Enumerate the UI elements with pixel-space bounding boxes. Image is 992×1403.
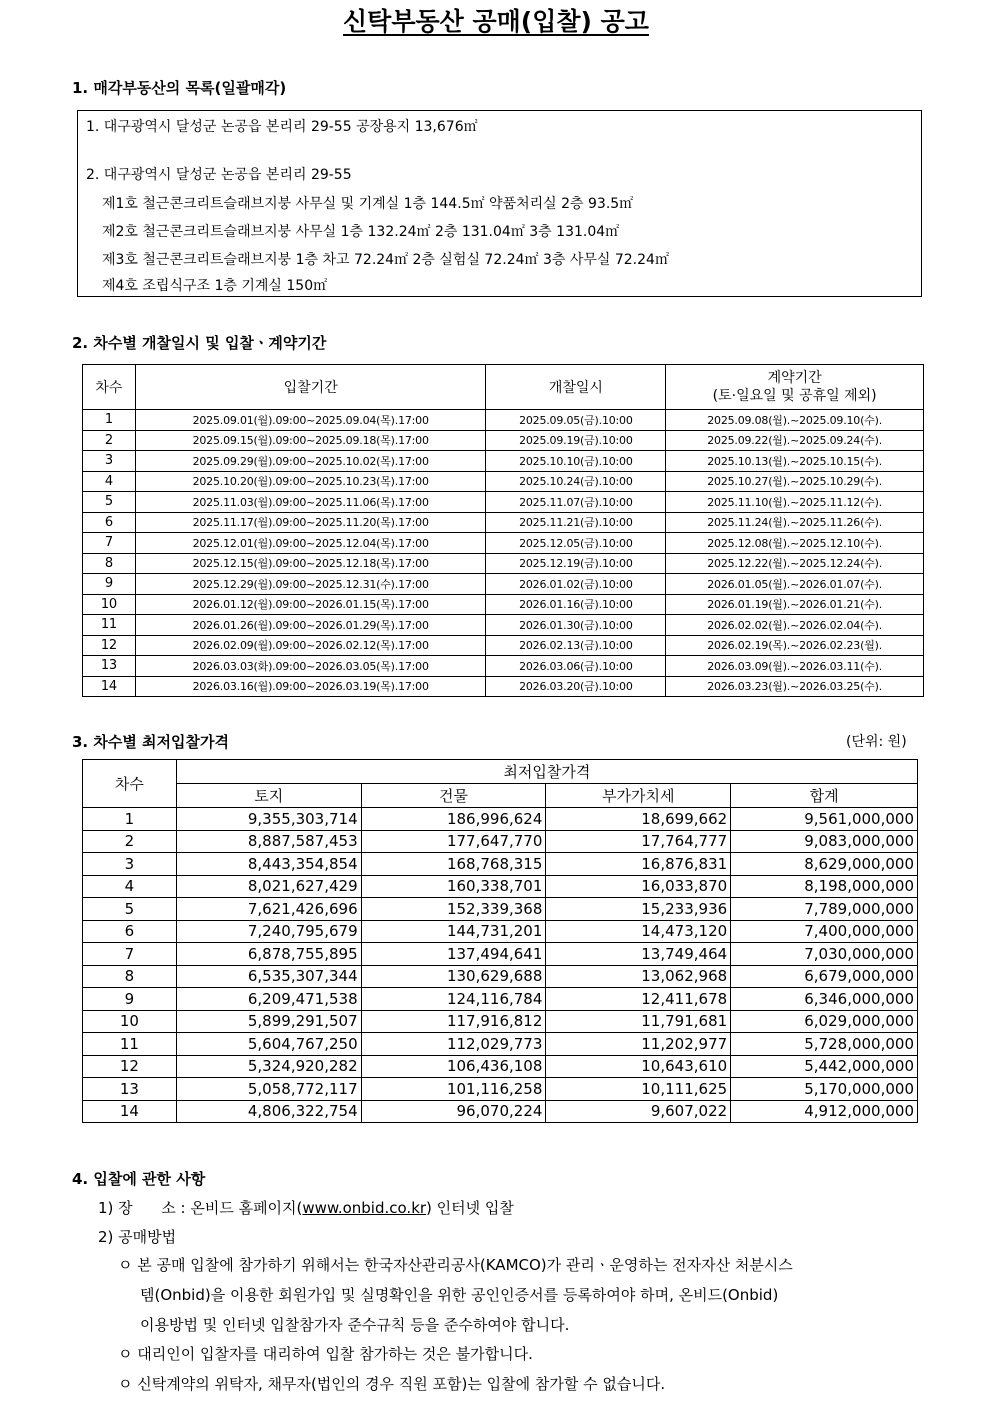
- auction-method-label: 2) 공매방법: [98, 1228, 177, 1246]
- round-cell: 13: [83, 656, 136, 677]
- contract-cell: 2026.01.05(월).~2026.01.07(수).: [666, 574, 924, 595]
- round-cell: 2: [83, 430, 136, 451]
- property-line: 제1호 철근콘크리트슬래브지붕 사무실 및 기계실 1층 144.5㎡ 약품처리실 2층 93.5㎡: [102, 196, 634, 212]
- contract-cell: 2025.11.10(월).~2025.11.12(수).: [666, 492, 924, 513]
- building-cell: 96,070,224: [361, 1100, 546, 1123]
- vat-cell: 18,699,662: [546, 808, 731, 831]
- contract-cell: 2025.11.24(월).~2025.11.26(수).: [666, 512, 924, 533]
- building-cell: 160,338,701: [361, 875, 546, 898]
- price-row: [83, 1055, 918, 1078]
- bid-period-cell: 2025.09.15(월).09:00~2025.09.18(목).17:00: [135, 430, 486, 451]
- schedule-row: [83, 492, 924, 513]
- opening-cell: 2026.01.02(금).10:00: [486, 574, 666, 595]
- header-bid-period: 입찰기간: [135, 365, 486, 410]
- round-cell: 12: [83, 1055, 177, 1078]
- round-cell: 5: [83, 898, 177, 921]
- land-cell: 8,443,354,854: [176, 853, 361, 876]
- round-cell: 7: [83, 533, 136, 554]
- bid-period-cell: 2026.01.12(월).09:00~2026.01.15(목).17:00: [135, 594, 486, 615]
- header-round: 차수: [83, 365, 136, 410]
- price-row: [83, 875, 918, 898]
- header-building: 건물: [361, 784, 546, 808]
- round-cell: 4: [83, 875, 177, 898]
- opening-cell: 2025.10.24(금).10:00: [486, 471, 666, 492]
- building-cell: 130,629,688: [361, 965, 546, 988]
- round-cell: 10: [83, 1010, 177, 1033]
- contract-cell: 2026.02.02(월).~2026.02.04(수).: [666, 615, 924, 636]
- round-cell: 6: [83, 512, 136, 533]
- round-cell: 10: [83, 594, 136, 615]
- schedule-row: [83, 410, 924, 431]
- price-row: [83, 1078, 918, 1101]
- property-line: 제3호 철근콘크리트슬래브지붕 1층 차고 72.24㎡ 2층 실험실 72.24㎡ 3층 사무실 72.24㎡: [102, 252, 669, 268]
- bullet-line: ㅇ 신탁계약의 위탁자, 채무자(법인의 경우 직원 포함)는 입찰에 참가할 수 없습니다.: [118, 1375, 666, 1393]
- price-row: [83, 920, 918, 943]
- land-cell: 5,324,920,282: [176, 1055, 361, 1078]
- land-cell: 7,240,795,679: [176, 920, 361, 943]
- vat-cell: 10,643,610: [546, 1055, 731, 1078]
- price-row: [83, 853, 918, 876]
- schedule-row: [83, 656, 924, 677]
- section1-heading: 1. 매각부동산의 목록(일괄매각): [72, 79, 287, 97]
- round-cell: 3: [83, 853, 177, 876]
- price-row: [83, 988, 918, 1011]
- round-cell: 8: [83, 965, 177, 988]
- contract-cell: 2025.12.22(월).~2025.12.24(수).: [666, 553, 924, 574]
- total-cell: 7,789,000,000: [731, 898, 918, 921]
- total-cell: 9,083,000,000: [731, 830, 918, 853]
- vat-cell: 15,233,936: [546, 898, 731, 921]
- header-contract: [666, 365, 924, 410]
- bid-location-label: 1) 장 소 : 온비드 홈페이지(: [98, 1199, 303, 1217]
- vat-cell: 16,876,831: [546, 853, 731, 876]
- building-cell: 106,436,108: [361, 1055, 546, 1078]
- header-round: 차수: [83, 760, 177, 808]
- bid-period-cell: 2025.12.01(월).09:00~2025.12.04(목).17:00: [135, 533, 486, 554]
- building-cell: 124,116,784: [361, 988, 546, 1011]
- opening-cell: 2025.12.05(금).10:00: [486, 533, 666, 554]
- schedule-row: [83, 635, 924, 656]
- building-cell: 117,916,812: [361, 1010, 546, 1033]
- building-cell: 186,996,624: [361, 808, 546, 831]
- round-cell: 7: [83, 943, 177, 966]
- property-line: 1. 대구광역시 달성군 논공읍 본리리 29-55 공장용지 13,676㎡: [86, 119, 478, 135]
- land-cell: 6,209,471,538: [176, 988, 361, 1011]
- land-cell: 7,621,426,696: [176, 898, 361, 921]
- price-row: [83, 965, 918, 988]
- total-cell: 5,170,000,000: [731, 1078, 918, 1101]
- bullet-line: 이용방법 및 인터넷 입찰참가자 준수규칙 등을 준수하여야 합니다.: [140, 1316, 570, 1334]
- bid-period-cell: 2025.11.17(월).09:00~2025.11.20(목).17:00: [135, 512, 486, 533]
- round-cell: 13: [83, 1078, 177, 1101]
- round-cell: 5: [83, 492, 136, 513]
- total-cell: 6,029,000,000: [731, 1010, 918, 1033]
- opening-cell: 2025.10.10(금).10:00: [486, 451, 666, 472]
- bid-period-cell: 2026.02.09(월).09:00~2026.02.12(목).17:00: [135, 635, 486, 656]
- contract-cell: 2026.02.19(목).~2026.02.23(월).: [666, 635, 924, 656]
- bid-period-cell: 2026.03.16(월).09:00~2026.03.19(목).17:00: [135, 676, 486, 697]
- price-row: [83, 808, 918, 831]
- total-cell: 8,629,000,000: [731, 853, 918, 876]
- round-cell: 1: [83, 410, 136, 431]
- bullet-line: ㅇ 대리인이 입찰자를 대리하여 입찰 참가하는 것은 불가합니다.: [118, 1345, 533, 1363]
- opening-cell: 2026.03.20(금).10:00: [486, 676, 666, 697]
- header-vat: 부가가치세: [546, 784, 731, 808]
- schedule-row: [83, 615, 924, 636]
- bid-period-cell: 2025.12.29(월).09:00~2025.12.31(수).17:00: [135, 574, 486, 595]
- section2-heading: 2. 차수별 개찰일시 및 입찰ㆍ계약기간: [72, 334, 327, 352]
- contract-cell: 2026.03.09(월).~2026.03.11(수).: [666, 656, 924, 677]
- opening-cell: 2025.09.19(금).10:00: [486, 430, 666, 451]
- round-cell: 3: [83, 451, 136, 472]
- round-cell: 12: [83, 635, 136, 656]
- contract-cell: 2025.09.08(월).~2025.09.10(수).: [666, 410, 924, 431]
- contract-cell: 2025.12.08(월).~2025.12.10(수).: [666, 533, 924, 554]
- building-cell: 137,494,641: [361, 943, 546, 966]
- property-line: 제4호 조립식구조 1층 기계실 150㎡: [102, 278, 328, 294]
- total-cell: 6,346,000,000: [731, 988, 918, 1011]
- price-row: [83, 1100, 918, 1123]
- opening-cell: 2025.11.21(금).10:00: [486, 512, 666, 533]
- total-cell: 4,912,000,000: [731, 1100, 918, 1123]
- vat-cell: 14,473,120: [546, 920, 731, 943]
- contract-cell: 2025.10.27(월).~2025.10.29(수).: [666, 471, 924, 492]
- round-cell: 11: [83, 1033, 177, 1056]
- land-cell: 5,899,291,507: [176, 1010, 361, 1033]
- bid-location: [98, 1197, 514, 1218]
- contract-cell: 2026.03.23(월).~2026.03.25(수).: [666, 676, 924, 697]
- round-cell: 11: [83, 615, 136, 636]
- schedule-row: [83, 553, 924, 574]
- section4-heading: 4. 입찰에 관한 사항: [72, 1170, 206, 1188]
- building-cell: 112,029,773: [361, 1033, 546, 1056]
- price-row: [83, 1033, 918, 1056]
- header-opening: 개찰일시: [486, 365, 666, 410]
- contract-cell: 2025.10.13(월).~2025.10.15(수).: [666, 451, 924, 472]
- contract-cell: 2026.01.19(월).~2026.01.21(수).: [666, 594, 924, 615]
- building-cell: 168,768,315: [361, 853, 546, 876]
- land-cell: 9,355,303,714: [176, 808, 361, 831]
- vat-cell: 10,111,625: [546, 1078, 731, 1101]
- land-cell: 4,806,322,754: [176, 1100, 361, 1123]
- price-table: [82, 759, 918, 1123]
- building-cell: 101,116,258: [361, 1078, 546, 1101]
- total-cell: 7,400,000,000: [731, 920, 918, 943]
- schedule-table: [82, 364, 924, 697]
- land-cell: 8,887,587,453: [176, 830, 361, 853]
- opening-cell: 2026.01.30(금).10:00: [486, 615, 666, 636]
- price-row: [83, 830, 918, 853]
- round-cell: 4: [83, 471, 136, 492]
- total-cell: 7,030,000,000: [731, 943, 918, 966]
- page-title: 신탁부동산 공매(입찰) 공고: [343, 7, 649, 36]
- bid-period-cell: 2025.09.01(월).09:00~2025.09.04(목).17:00: [135, 410, 486, 431]
- schedule-row: [83, 512, 924, 533]
- bid-period-cell: 2026.03.03(화).09:00~2026.03.05(목).17:00: [135, 656, 486, 677]
- vat-cell: 13,062,968: [546, 965, 731, 988]
- bid-period-cell: 2025.10.20(월).09:00~2025.10.23(목).17:00: [135, 471, 486, 492]
- bullet-line: 템(Onbid)을 이용한 회원가입 및 실명확인을 위한 공인인증서를 등록하여야 하며, 온비드(Onbid): [140, 1286, 779, 1304]
- property-list-box: [77, 110, 922, 297]
- schedule-row: [83, 471, 924, 492]
- schedule-row: [83, 574, 924, 595]
- onbid-link[interactable]: www.onbid.co.kr: [302, 1199, 427, 1217]
- opening-cell: 2025.11.07(금).10:00: [486, 492, 666, 513]
- total-cell: 5,442,000,000: [731, 1055, 918, 1078]
- unit-label: (단위: 원): [846, 734, 907, 750]
- total-cell: 6,679,000,000: [731, 965, 918, 988]
- land-cell: 5,058,772,117: [176, 1078, 361, 1101]
- land-cell: 6,878,755,895: [176, 943, 361, 966]
- round-cell: 1: [83, 808, 177, 831]
- round-cell: 14: [83, 676, 136, 697]
- land-cell: 5,604,767,250: [176, 1033, 361, 1056]
- total-cell: 9,561,000,000: [731, 808, 918, 831]
- vat-cell: 12,411,678: [546, 988, 731, 1011]
- schedule-row: [83, 676, 924, 697]
- land-cell: 6,535,307,344: [176, 965, 361, 988]
- header-min-price: 최저입찰가격: [176, 760, 917, 784]
- building-cell: 152,339,368: [361, 898, 546, 921]
- opening-cell: 2026.01.16(금).10:00: [486, 594, 666, 615]
- land-cell: 8,021,627,429: [176, 875, 361, 898]
- schedule-row: [83, 451, 924, 472]
- opening-cell: 2025.09.05(금).10:00: [486, 410, 666, 431]
- property-line: 2. 대구광역시 달성군 논공읍 본리리 29-55: [86, 167, 352, 183]
- opening-cell: 2026.03.06(금).10:00: [486, 656, 666, 677]
- vat-cell: 17,764,777: [546, 830, 731, 853]
- round-cell: 9: [83, 988, 177, 1011]
- header-total: 합계: [731, 784, 918, 808]
- vat-cell: 11,791,681: [546, 1010, 731, 1033]
- bid-period-cell: 2025.09.29(월).09:00~2025.10.02(목).17:00: [135, 451, 486, 472]
- schedule-row: [83, 430, 924, 451]
- building-cell: 144,731,201: [361, 920, 546, 943]
- bid-period-cell: 2025.12.15(월).09:00~2025.12.18(목).17:00: [135, 553, 486, 574]
- header-land: 토지: [176, 784, 361, 808]
- round-cell: 2: [83, 830, 177, 853]
- opening-cell: 2025.12.19(금).10:00: [486, 553, 666, 574]
- header-contract-label: 계약기간: [767, 370, 822, 386]
- price-row: [83, 943, 918, 966]
- opening-cell: 2026.02.13(금).10:00: [486, 635, 666, 656]
- price-row: [83, 898, 918, 921]
- section3-heading: 3. 차수별 최저입찰가격: [72, 733, 229, 751]
- bid-location-suffix: ) 인터넷 입찰: [426, 1199, 514, 1217]
- round-cell: 8: [83, 553, 136, 574]
- schedule-row: [83, 594, 924, 615]
- round-cell: 9: [83, 574, 136, 595]
- header-contract-note: (토·일요일 및 공휴일 제외): [712, 388, 877, 404]
- schedule-row: [83, 533, 924, 554]
- bullet-line: ㅇ 본 공매 입찰에 참가하기 위해서는 한국자산관리공사(KAMCO)가 관리ㆍ운영하는 전자자산 처분시스: [118, 1256, 793, 1274]
- total-cell: 8,198,000,000: [731, 875, 918, 898]
- vat-cell: 11,202,977: [546, 1033, 731, 1056]
- bid-period-cell: 2025.11.03(월).09:00~2025.11.06(목).17:00: [135, 492, 486, 513]
- total-cell: 5,728,000,000: [731, 1033, 918, 1056]
- round-cell: 14: [83, 1100, 177, 1123]
- vat-cell: 16,033,870: [546, 875, 731, 898]
- bid-period-cell: 2026.01.26(월).09:00~2026.01.29(목).17:00: [135, 615, 486, 636]
- contract-cell: 2025.09.22(월).~2025.09.24(수).: [666, 430, 924, 451]
- vat-cell: 9,607,022: [546, 1100, 731, 1123]
- vat-cell: 13,749,464: [546, 943, 731, 966]
- building-cell: 177,647,770: [361, 830, 546, 853]
- price-row: [83, 1010, 918, 1033]
- round-cell: 6: [83, 920, 177, 943]
- property-line: 제2호 철근콘크리트슬래브지붕 사무실 1층 132.24㎡ 2층 131.04㎡ 3층 131.04㎡: [102, 224, 620, 240]
